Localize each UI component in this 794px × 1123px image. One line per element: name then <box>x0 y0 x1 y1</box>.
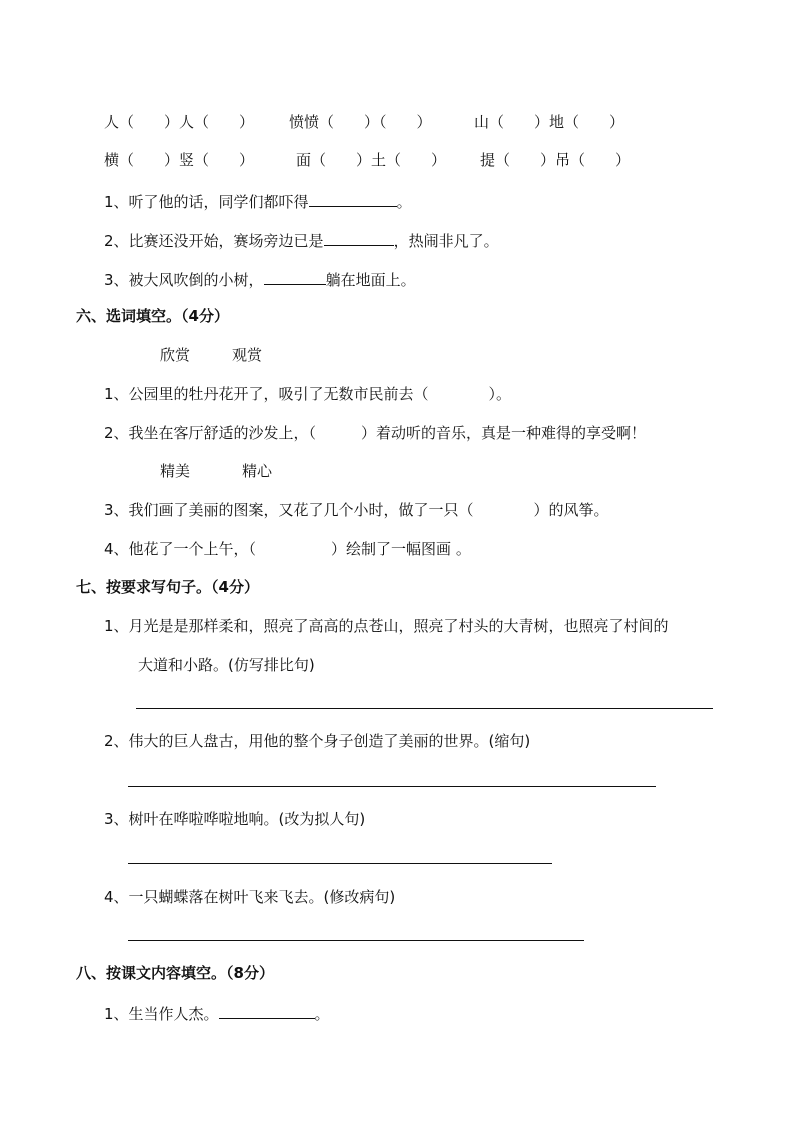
sentence-text: 被大风吹倒的小树， <box>128 271 264 289</box>
section-7-question-3: 3、树叶在哗啦哗啦地响。(改为拟人句) <box>104 810 366 828</box>
section-7-title: 七、按要求写句子。（4分） <box>76 578 259 596</box>
section-6-question-4: 4、他花了一个上午，（ ）绘制了一幅图画 。 <box>104 540 471 558</box>
answer-line[interactable] <box>128 940 584 941</box>
section-7-question-1: 1、月光是是那样柔和，照亮了高高的点苍山，照亮了村头的大青树，也照亮了村间的 <box>104 617 669 635</box>
word-group-3: 山（ ）地（ ） <box>474 113 625 131</box>
question-number: 3、 <box>104 271 129 289</box>
word-choice-2a: 精美 <box>160 462 191 480</box>
sentence-text: 躺在地面上。 <box>325 271 416 289</box>
section-8-title: 八、按课文内容填空。（8分） <box>76 964 274 982</box>
answer-line[interactable] <box>136 708 713 709</box>
word-group-4: 横（ ）竖（ ） <box>104 151 255 169</box>
sentence-text: 1、生当作人杰。 <box>104 1005 219 1023</box>
answer-blank[interactable] <box>324 229 394 246</box>
section-6-question-1: 1、公园里的牡丹花开了，吸引了无数市民前去（ ）。 <box>104 385 512 403</box>
section-7-question-4: 4、一只蝴蝶落在树叶飞来飞去。(修改病句) <box>104 888 396 906</box>
word-group-1: 人（ ）人（ ） <box>104 113 255 131</box>
sentence-text: 。 <box>396 193 412 211</box>
fill-sentence-3 <box>104 268 416 290</box>
sentence-text: ，热闹非凡了。 <box>393 232 499 250</box>
answer-line[interactable] <box>128 863 552 864</box>
question-number: 1、 <box>104 193 129 211</box>
answer-blank[interactable] <box>309 190 397 207</box>
section-6-question-2: 2、我坐在客厅舒适的沙发上，（ ）着动听的音乐，真是一种难得的享受啊！ <box>104 424 647 442</box>
section-7-question-1-cont: 大道和小路。(仿写排比句) <box>138 656 315 674</box>
sentence-text: 。 <box>314 1005 330 1023</box>
question-number: 2、 <box>104 232 129 250</box>
sentence-text: 听了他的话，同学们都吓得 <box>128 193 309 211</box>
answer-blank[interactable] <box>219 1002 315 1019</box>
fill-sentence-1 <box>104 190 412 212</box>
sentence-text: 比赛还没开始，赛场旁边已是 <box>128 232 324 250</box>
section-6-title: 六、选词填空。（4分） <box>76 307 229 325</box>
answer-line[interactable] <box>128 786 656 787</box>
word-group-6: 提（ ）吊（ ） <box>480 151 631 169</box>
word-choice-1b: 观赏 <box>232 346 263 364</box>
word-choice-2b: 精心 <box>242 462 273 480</box>
section-6-question-3: 3、我们画了美丽的图案，又花了几个小时，做了一只（ ）的风筝。 <box>104 501 609 519</box>
section-8-question-1 <box>104 1002 330 1024</box>
word-group-5: 面（ ）土（ ） <box>296 151 447 169</box>
section-7-question-2: 2、伟大的巨人盘古，用他的整个身子创造了美丽的世界。(缩句) <box>104 732 531 750</box>
word-choice-1a: 欣赏 <box>160 346 191 364</box>
fill-sentence-2 <box>104 229 499 251</box>
answer-blank[interactable] <box>264 268 326 285</box>
word-group-2: 愤愤（ ）（ ） <box>289 113 432 131</box>
